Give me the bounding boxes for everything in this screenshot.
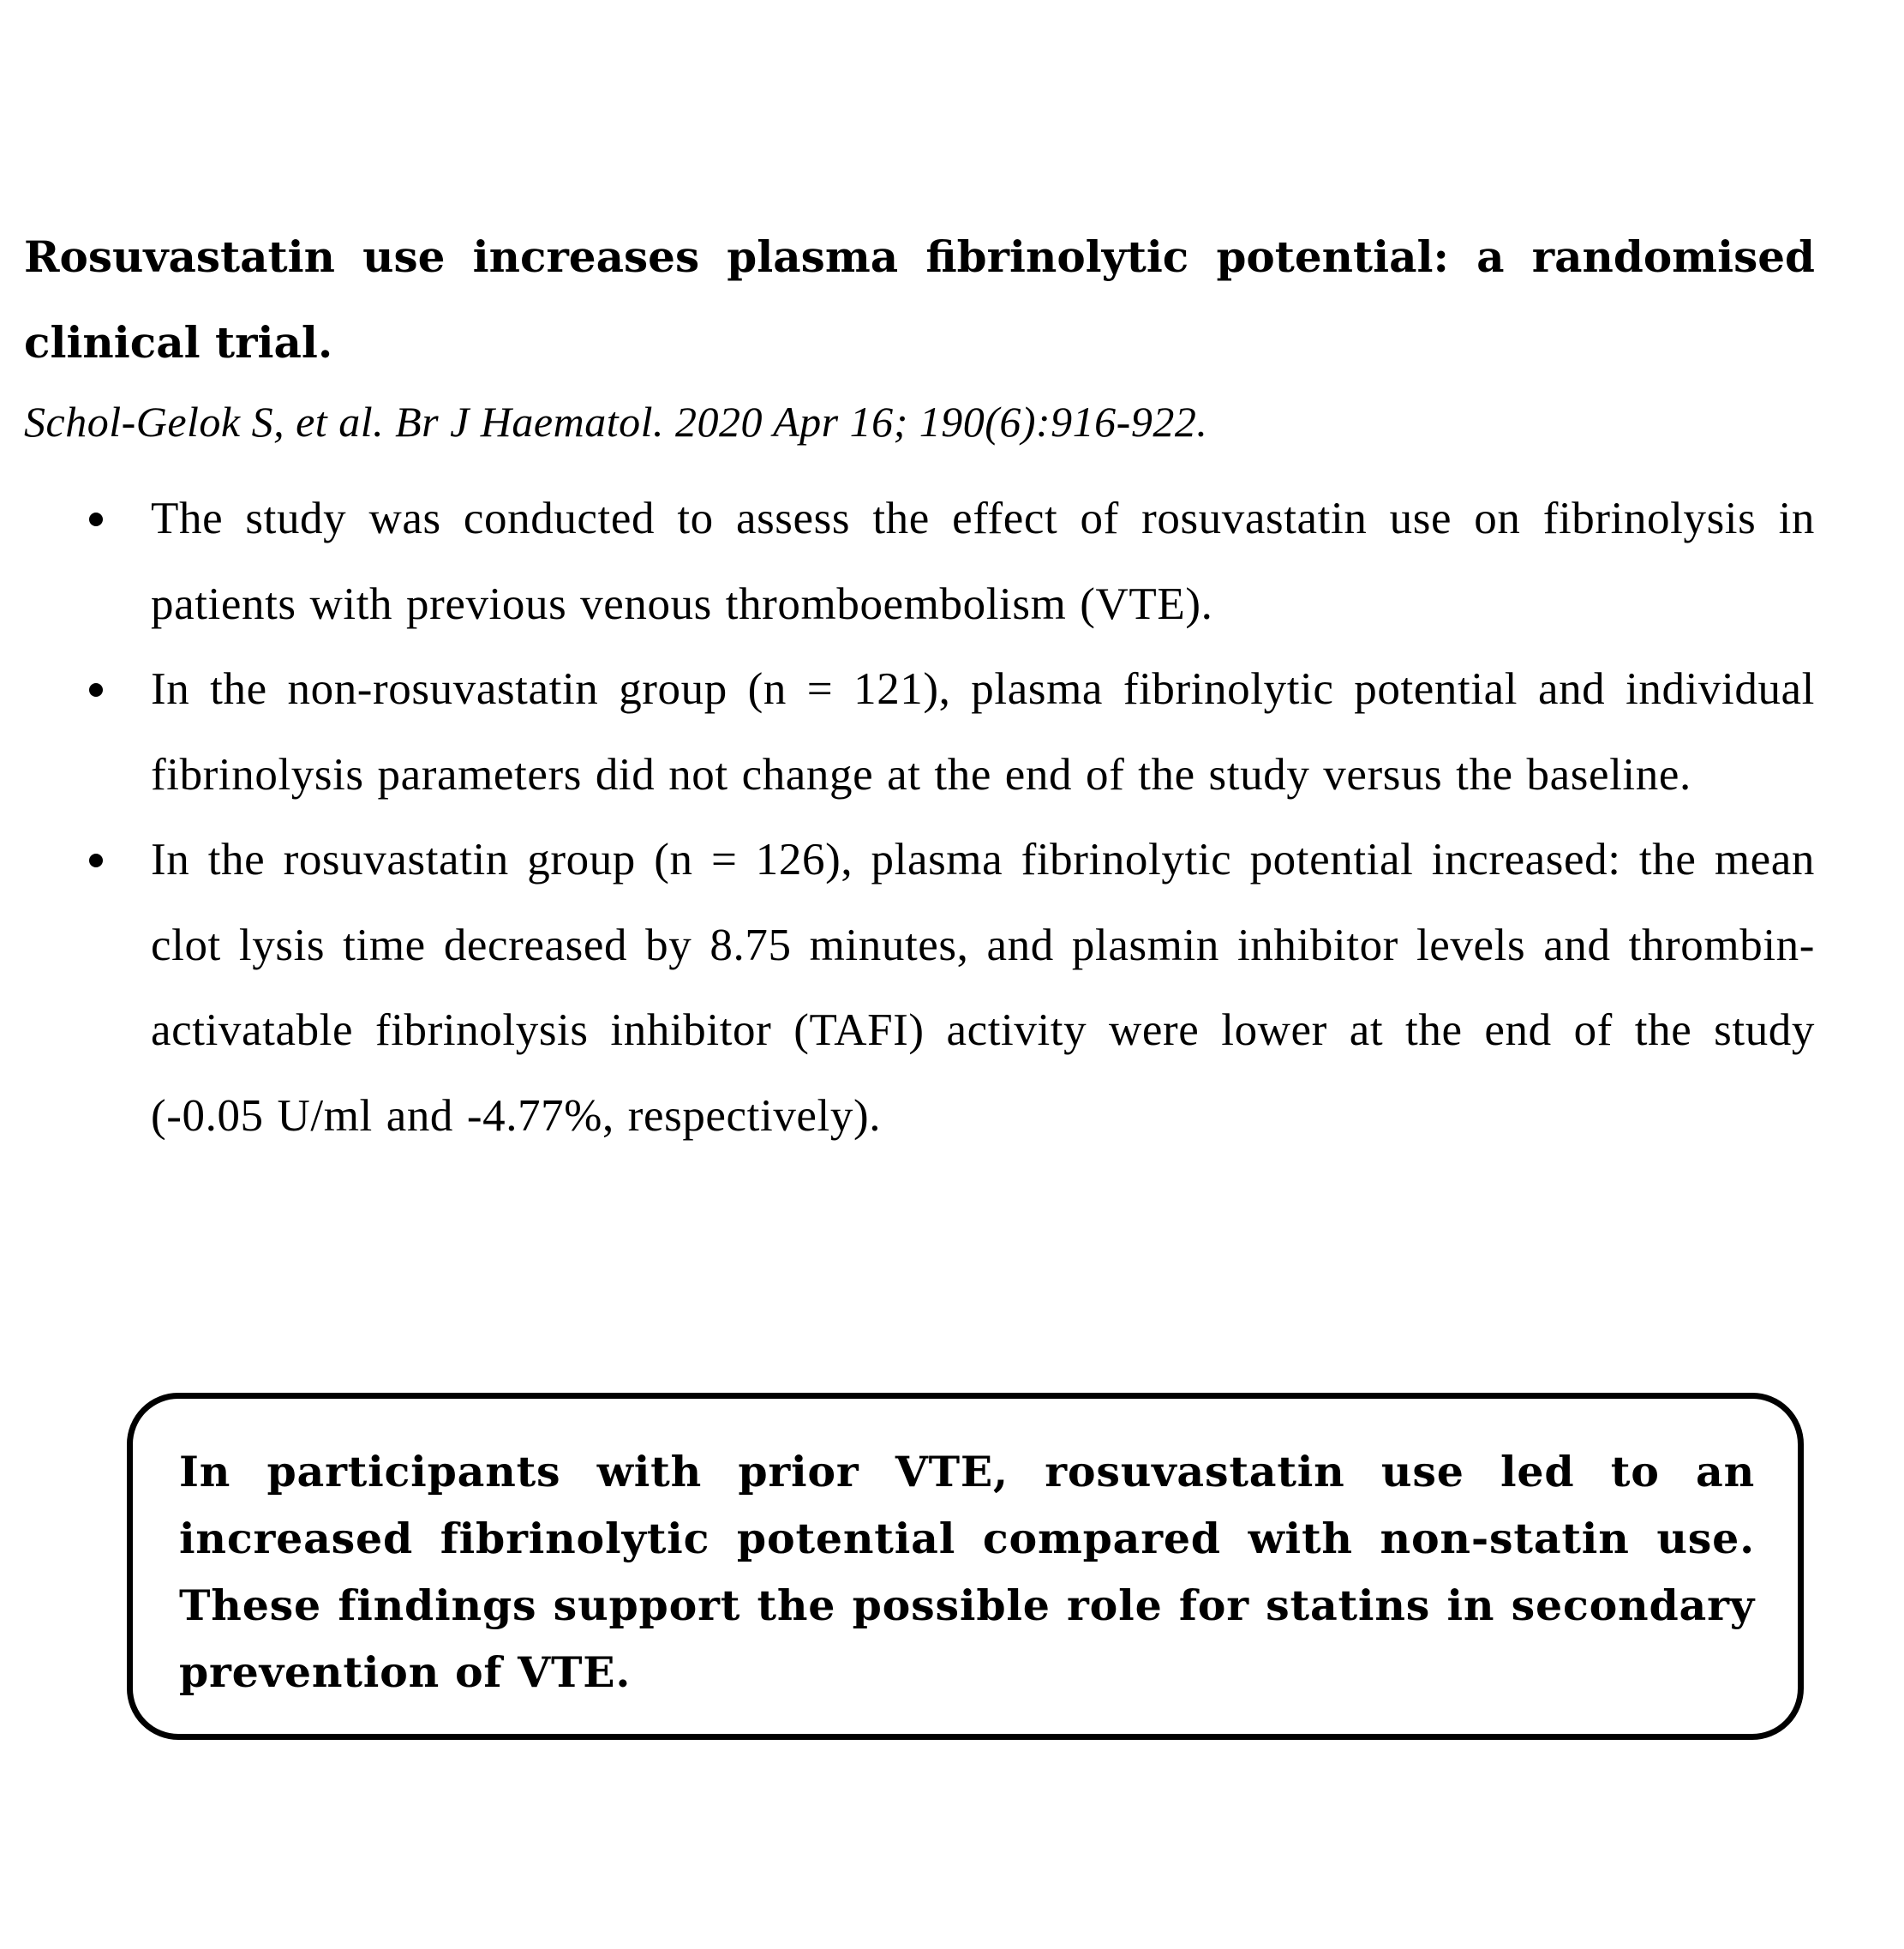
bullet-icon <box>89 854 103 867</box>
key-point-text: In the rosuvastatin group (n = 126), plasma fibrinolytic potential increased: the mean clot lysis time decreased by 8.75 minutes, and plasmin inhibitor levels and thrombin-activatable fibrinolysis inhibitor (TAFI) activity were lower at the end of the study (-0.05 U/ml and -4.77%, respectively). <box>151 835 1815 1141</box>
article-page <box>24 214 1815 1159</box>
article-title: Rosuvastatin use increases plasma fibrinolytic potential: a randomised clinical trial. <box>24 231 1815 368</box>
key-point-item <box>24 818 1815 1159</box>
bullet-icon <box>89 683 103 697</box>
conclusion-box <box>127 1393 1804 1740</box>
bullet-icon <box>89 513 103 526</box>
key-point-item <box>24 477 1815 647</box>
key-point-text: In the non-rosuvastatin group (n = 121), plasma fibrinolytic potential and individual fibrinolysis parameters did not change at the end of the study versus the baseline. <box>151 664 1815 800</box>
key-point-item <box>24 647 1815 818</box>
conclusion-text: In participants with prior VTE, rosuvastatin use led to an increased fibrinolytic potential compared with non-statin use. These findings support the possible role for statins in secondary prevention of VTE. <box>179 1447 1755 1697</box>
key-points-list <box>24 477 1815 1159</box>
key-point-text: The study was conducted to assess the effect of rosuvastatin use on fibrinolysis in patients with previous venous thromboembolism (VTE). <box>151 494 1815 629</box>
article-citation: Schol-Gelok S, et al. Br J Haematol. 2020 Apr 16; 190(6):916-922. <box>24 398 1208 446</box>
